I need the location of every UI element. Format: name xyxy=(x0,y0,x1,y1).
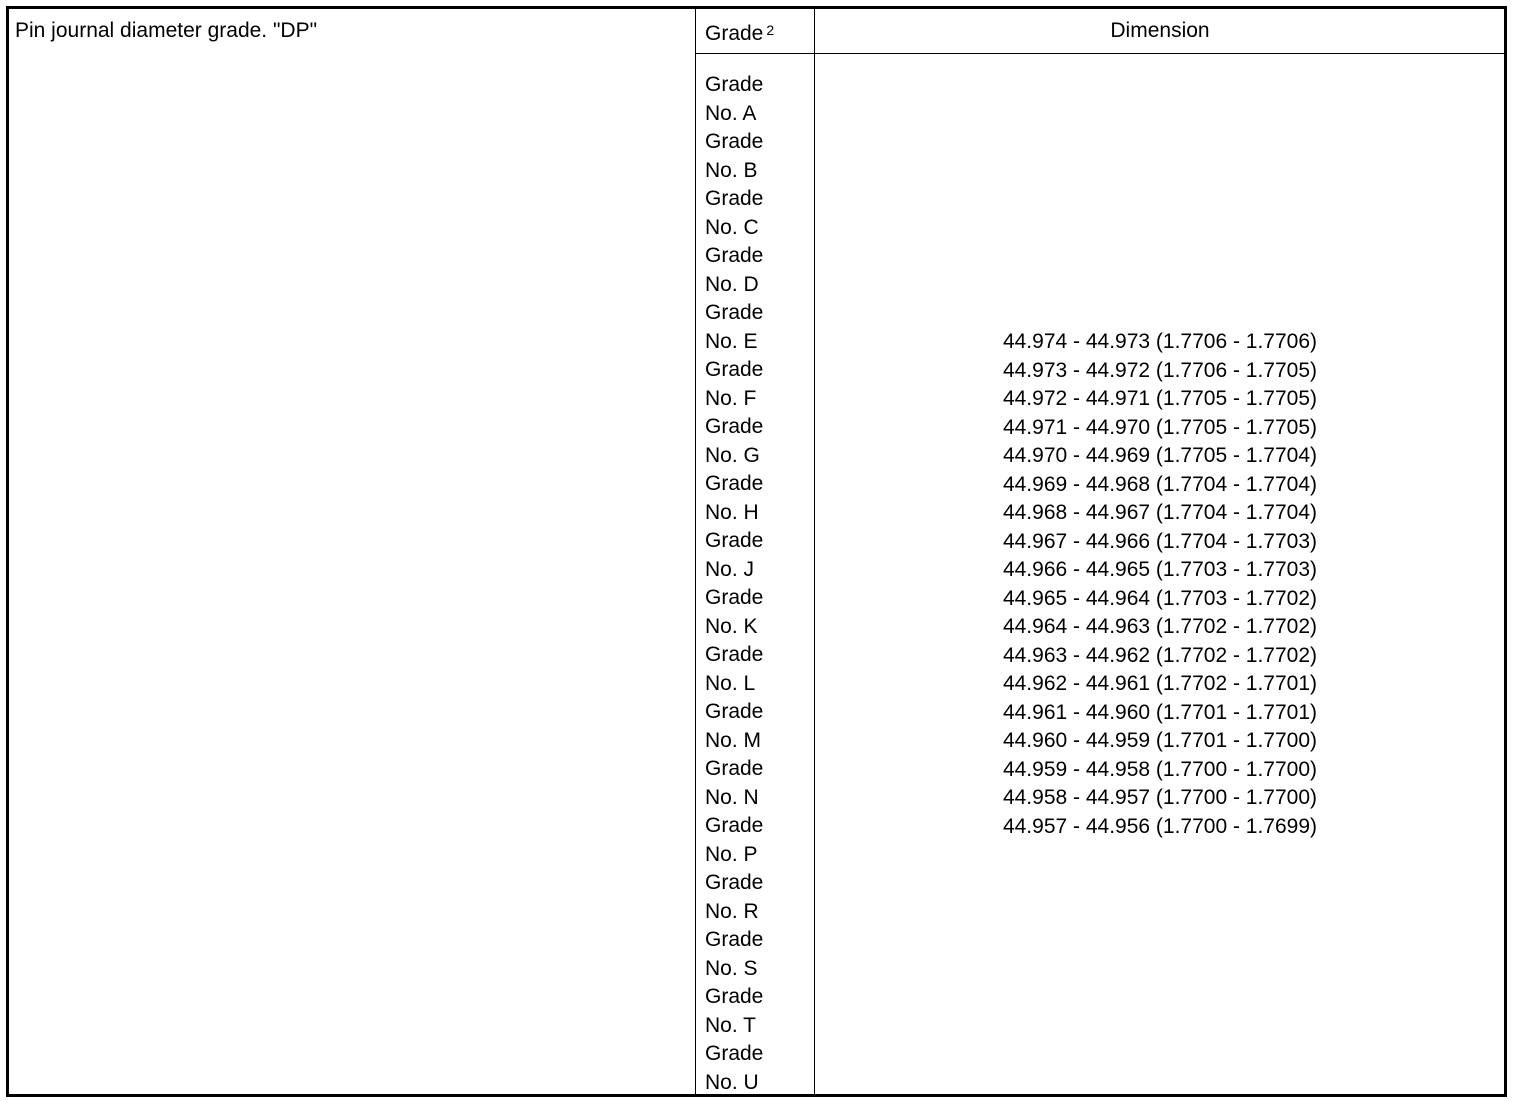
column-divider-grade xyxy=(695,9,696,1094)
grade-item-label: Grade xyxy=(705,415,764,438)
grade-item-number: No. F xyxy=(705,386,757,410)
dimension-value: 44.964 - 44.963 (1.7702 - 1.7702) xyxy=(1002,615,1318,638)
grade-item-label: Grade xyxy=(705,529,764,552)
grade-item-label: Grade xyxy=(705,358,764,381)
dimension-value: 44.959 - 44.958 (1.7700 - 1.7700) xyxy=(1002,757,1318,781)
grade-item-number: No. K xyxy=(705,614,758,638)
grade-item xyxy=(705,641,763,698)
grade-item-label: Grade xyxy=(705,301,764,324)
grade-item-number: No. J xyxy=(705,557,755,581)
grade-item-number: No. G xyxy=(705,443,760,467)
grade-item-number: No. M xyxy=(705,728,762,752)
grade-item-number: No. C xyxy=(705,215,759,239)
grade-item-label: Grade xyxy=(705,757,764,780)
header-row-divider xyxy=(696,53,1504,54)
dimension-value: 44.960 - 44.959 (1.7701 - 1.7700) xyxy=(1002,729,1318,752)
column-divider-dimension xyxy=(814,9,815,1094)
grade-item-label: Grade xyxy=(705,1042,764,1065)
grade-item-number: No. E xyxy=(705,329,758,353)
grade-item-label: Grade xyxy=(705,871,764,894)
spec-table xyxy=(6,6,1507,1097)
grade-item xyxy=(705,242,763,299)
grade-item-label: Grade xyxy=(705,643,764,666)
grade-item-label: Grade xyxy=(705,187,764,210)
grade-item-number: No. L xyxy=(705,671,756,695)
grade-item xyxy=(705,926,763,983)
dimension-value: 44.972 - 44.971 (1.7705 - 1.7705) xyxy=(1002,387,1318,410)
grade-item-number: No. U xyxy=(705,1070,759,1094)
grade-item xyxy=(705,356,763,413)
dimension-list xyxy=(816,328,1504,841)
grade-item-number: No. H xyxy=(705,500,759,524)
grade-item xyxy=(705,71,763,128)
grade-header-footnote: 2 xyxy=(766,22,775,38)
grade-item-label: Grade xyxy=(705,130,764,153)
grade-list xyxy=(705,71,763,1097)
grade-item-number: No. R xyxy=(705,899,759,923)
grade-item-label: Grade xyxy=(705,814,764,837)
dimension-value: 44.969 - 44.968 (1.7704 - 1.7704) xyxy=(1002,472,1318,496)
dimension-value: 44.962 - 44.961 (1.7702 - 1.7701) xyxy=(1002,672,1318,695)
dimension-value: 44.974 - 44.973 (1.7706 - 1.7706) xyxy=(1002,330,1318,353)
grade-item-number: No. B xyxy=(705,158,758,182)
grade-item-number: No. D xyxy=(705,272,759,296)
dimension-value: 44.968 - 44.967 (1.7704 - 1.7704) xyxy=(1002,501,1318,524)
grade-item-number: No. S xyxy=(705,956,758,980)
dimension-value: 44.965 - 44.964 (1.7703 - 1.7702) xyxy=(1002,586,1318,610)
dimension-value: 44.961 - 44.960 (1.7701 - 1.7701) xyxy=(1002,700,1318,724)
grade-item xyxy=(705,755,763,812)
dimension-value: 44.970 - 44.969 (1.7705 - 1.7704) xyxy=(1002,444,1318,467)
dimension-value: 44.966 - 44.965 (1.7703 - 1.7703) xyxy=(1002,558,1318,581)
grade-item-label: Grade xyxy=(705,985,764,1008)
grade-item-number: No. N xyxy=(705,785,759,809)
grade-item-number: No. T xyxy=(705,1013,756,1037)
grade-item xyxy=(705,698,763,755)
grade-header-text: Grade xyxy=(705,22,764,45)
grade-item-label: Grade xyxy=(705,472,764,495)
dimension-column-header: Dimension xyxy=(1110,19,1210,42)
grade-item xyxy=(705,128,763,185)
grade-item xyxy=(705,812,763,869)
dimension-value: 44.957 - 44.956 (1.7700 - 1.7699) xyxy=(1002,814,1318,838)
grade-item-label: Grade xyxy=(705,73,764,96)
dimension-value: 44.967 - 44.966 (1.7704 - 1.7703) xyxy=(1002,529,1318,553)
row-label: Pin journal diameter grade. "DP" xyxy=(15,19,318,42)
dimension-value: 44.963 - 44.962 (1.7702 - 1.7702) xyxy=(1002,643,1318,667)
grade-item xyxy=(705,413,763,470)
grade-item-number: No. P xyxy=(705,842,758,866)
grade-column-header xyxy=(705,20,774,49)
grade-item-label: Grade xyxy=(705,928,764,951)
grade-item xyxy=(705,470,763,527)
grade-item xyxy=(705,869,763,926)
grade-item-number: No. A xyxy=(705,101,757,125)
dimension-value: 44.958 - 44.957 (1.7700 - 1.7700) xyxy=(1002,786,1318,809)
grade-item-label: Grade xyxy=(705,700,764,723)
grade-item xyxy=(705,527,763,584)
grade-item xyxy=(705,185,763,242)
grade-item xyxy=(705,983,763,1040)
grade-item xyxy=(705,1040,763,1097)
grade-item-label: Grade xyxy=(705,586,764,609)
dimension-value: 44.973 - 44.972 (1.7706 - 1.7705) xyxy=(1002,358,1318,382)
grade-item xyxy=(705,299,763,356)
dimension-value: 44.971 - 44.970 (1.7705 - 1.7705) xyxy=(1002,415,1318,439)
grade-item xyxy=(705,584,763,641)
grade-item-label: Grade xyxy=(705,244,764,267)
